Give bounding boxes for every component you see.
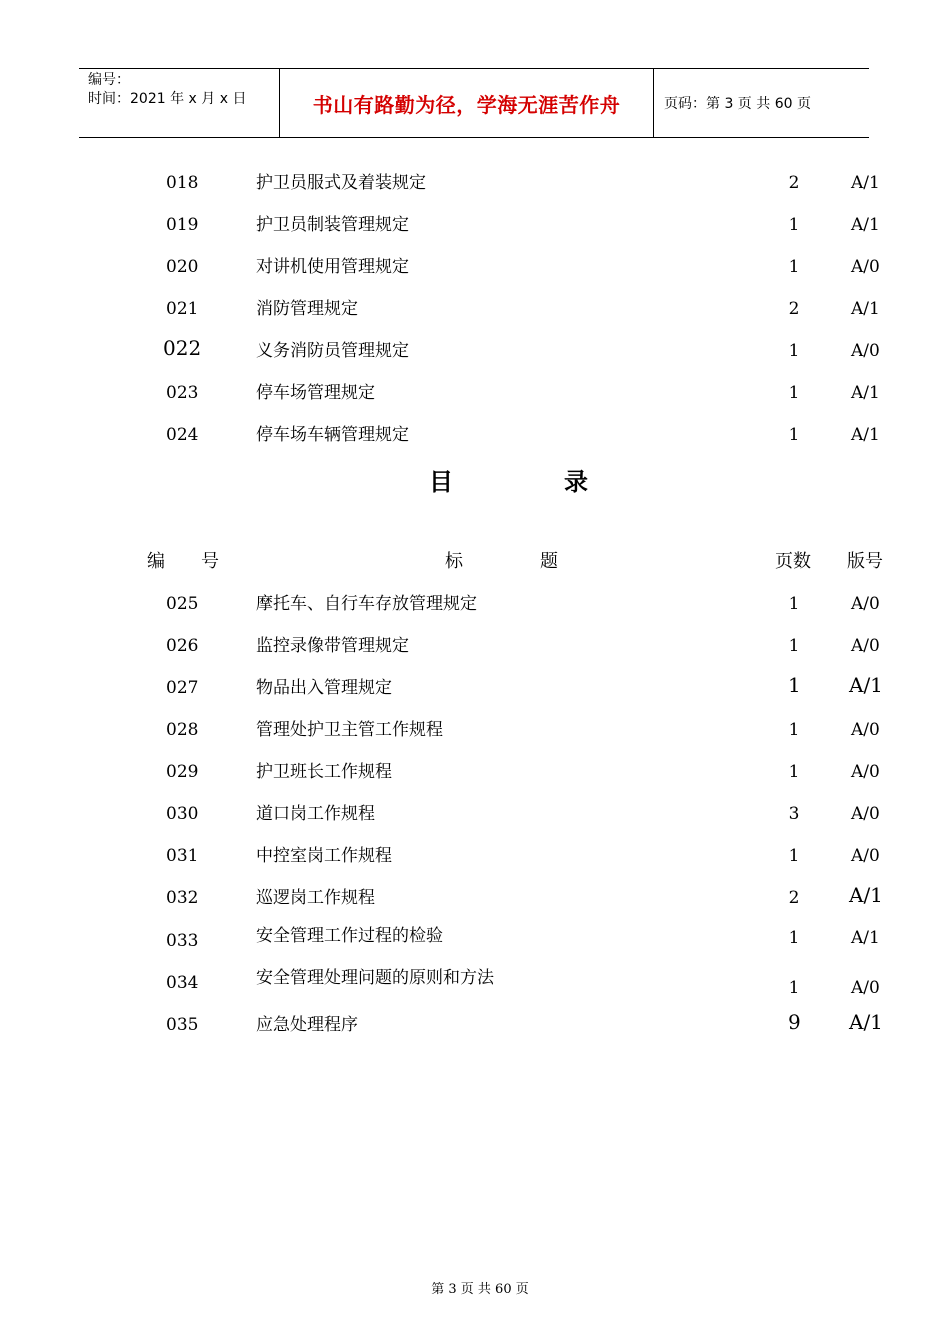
document-number: 编号： bbox=[88, 72, 130, 88]
row-pages: 2 bbox=[788, 888, 800, 908]
column-header-title-a: 标 bbox=[445, 551, 463, 572]
row-number: 033 bbox=[166, 931, 199, 951]
row-pages: 1 bbox=[788, 425, 800, 445]
row-title: 管理处护卫主管工作规程 bbox=[256, 720, 443, 740]
page-footer: 第 3 页 共 60 页 bbox=[431, 1282, 529, 1297]
row-pages: 1 bbox=[788, 978, 800, 998]
row-title: 巡逻岗工作规程 bbox=[256, 888, 375, 908]
row-version: A/0 bbox=[851, 594, 880, 614]
row-number: 028 bbox=[166, 720, 199, 740]
row-version: A/0 bbox=[851, 846, 880, 866]
row-pages: 3 bbox=[788, 804, 800, 824]
row-number: 026 bbox=[166, 636, 199, 656]
toc-row bbox=[0, 968, 950, 998]
row-pages: 9 bbox=[788, 1010, 801, 1034]
row-number: 018 bbox=[166, 173, 199, 193]
row-number: 022 bbox=[163, 336, 202, 360]
row-title: 护卫员服式及着装规定 bbox=[256, 173, 426, 193]
row-number: 024 bbox=[166, 425, 199, 445]
row-pages: 1 bbox=[788, 257, 800, 277]
row-number: 031 bbox=[166, 846, 199, 866]
row-title: 消防管理规定 bbox=[256, 299, 358, 319]
toc-row bbox=[0, 213, 950, 237]
row-version: A/0 bbox=[851, 636, 880, 656]
header-motto: 书山有路勤为径，学海无涯苦作舟 bbox=[280, 69, 654, 137]
header-page-info: 页码：第 3 页 共 60 页 bbox=[664, 96, 811, 112]
toc-row bbox=[0, 673, 950, 700]
row-version: A/1 bbox=[851, 299, 880, 319]
toc-row bbox=[0, 718, 950, 742]
row-number: 019 bbox=[166, 215, 199, 235]
toc-row bbox=[0, 634, 950, 658]
row-pages: 2 bbox=[788, 299, 800, 319]
toc-row bbox=[0, 336, 950, 363]
row-pages: 1 bbox=[788, 215, 800, 235]
row-pages: 1 bbox=[788, 720, 800, 740]
row-title: 中控室岗工作规程 bbox=[256, 846, 392, 866]
toc-title bbox=[0, 462, 950, 494]
toc-title-char-1: 目 bbox=[429, 468, 453, 496]
row-title: 义务消防员管理规定 bbox=[256, 341, 409, 361]
row-number: 025 bbox=[166, 594, 199, 614]
row-number: 027 bbox=[166, 678, 199, 698]
row-pages: 1 bbox=[788, 928, 800, 948]
toc-row bbox=[0, 171, 950, 195]
row-version: A/0 bbox=[851, 978, 880, 998]
row-version: A/0 bbox=[851, 720, 880, 740]
row-pages: 1 bbox=[788, 673, 801, 697]
row-title: 护卫员制装管理规定 bbox=[256, 215, 409, 235]
row-number: 021 bbox=[166, 299, 199, 319]
document-date: 时间：2021 年 x 月 x 日 bbox=[88, 91, 247, 107]
row-number: 032 bbox=[166, 888, 199, 908]
toc-row bbox=[0, 883, 950, 910]
row-version: A/1 bbox=[851, 215, 880, 235]
column-header-pages: 页数 bbox=[775, 551, 811, 572]
row-pages: 2 bbox=[788, 173, 800, 193]
column-header-number: 编 号 bbox=[147, 551, 219, 572]
row-version: A/0 bbox=[851, 257, 880, 277]
row-title: 停车场车辆管理规定 bbox=[256, 425, 409, 445]
row-number: 020 bbox=[166, 257, 199, 277]
row-version: A/1 bbox=[849, 883, 883, 907]
row-number: 035 bbox=[166, 1015, 199, 1035]
row-number: 034 bbox=[166, 973, 199, 993]
toc-row bbox=[0, 592, 950, 616]
row-title: 安全管理处理问题的原则和方法 bbox=[256, 968, 494, 988]
column-header-title-b: 题 bbox=[540, 551, 558, 572]
row-number: 029 bbox=[166, 762, 199, 782]
row-title: 物品出入管理规定 bbox=[256, 678, 392, 698]
row-version: A/1 bbox=[851, 173, 880, 193]
row-version: A/1 bbox=[849, 673, 883, 697]
toc-row bbox=[0, 297, 950, 321]
row-title: 道口岗工作规程 bbox=[256, 804, 375, 824]
row-pages: 1 bbox=[788, 846, 800, 866]
column-header-version: 版号 bbox=[847, 551, 883, 572]
row-pages: 1 bbox=[788, 636, 800, 656]
toc-row bbox=[0, 1010, 950, 1037]
toc-row bbox=[0, 802, 950, 826]
row-version: A/1 bbox=[851, 928, 880, 948]
row-pages: 1 bbox=[788, 341, 800, 361]
page-header bbox=[79, 68, 869, 138]
row-number: 023 bbox=[166, 383, 199, 403]
row-title: 应急处理程序 bbox=[256, 1015, 358, 1035]
toc-row bbox=[0, 760, 950, 784]
row-title: 安全管理工作过程的检验 bbox=[256, 926, 443, 946]
row-title: 摩托车、自行车存放管理规定 bbox=[256, 594, 477, 614]
row-pages: 1 bbox=[788, 594, 800, 614]
toc-row bbox=[0, 381, 950, 405]
row-pages: 1 bbox=[788, 762, 800, 782]
toc-row bbox=[0, 255, 950, 279]
row-title: 停车场管理规定 bbox=[256, 383, 375, 403]
row-title: 对讲机使用管理规定 bbox=[256, 257, 409, 277]
row-version: A/1 bbox=[849, 1010, 883, 1034]
row-title: 护卫班长工作规程 bbox=[256, 762, 392, 782]
row-version: A/1 bbox=[851, 425, 880, 445]
toc-row bbox=[0, 926, 950, 950]
toc-title-char-2: 录 bbox=[564, 468, 588, 496]
toc-row bbox=[0, 423, 950, 447]
row-version: A/0 bbox=[851, 762, 880, 782]
header-meta bbox=[79, 69, 280, 137]
row-number: 030 bbox=[166, 804, 199, 824]
row-version: A/0 bbox=[851, 341, 880, 361]
row-version: A/1 bbox=[851, 383, 880, 403]
row-title: 监控录像带管理规定 bbox=[256, 636, 409, 656]
toc-row bbox=[0, 844, 950, 868]
row-version: A/0 bbox=[851, 804, 880, 824]
row-pages: 1 bbox=[788, 383, 800, 403]
column-headers bbox=[0, 549, 950, 575]
